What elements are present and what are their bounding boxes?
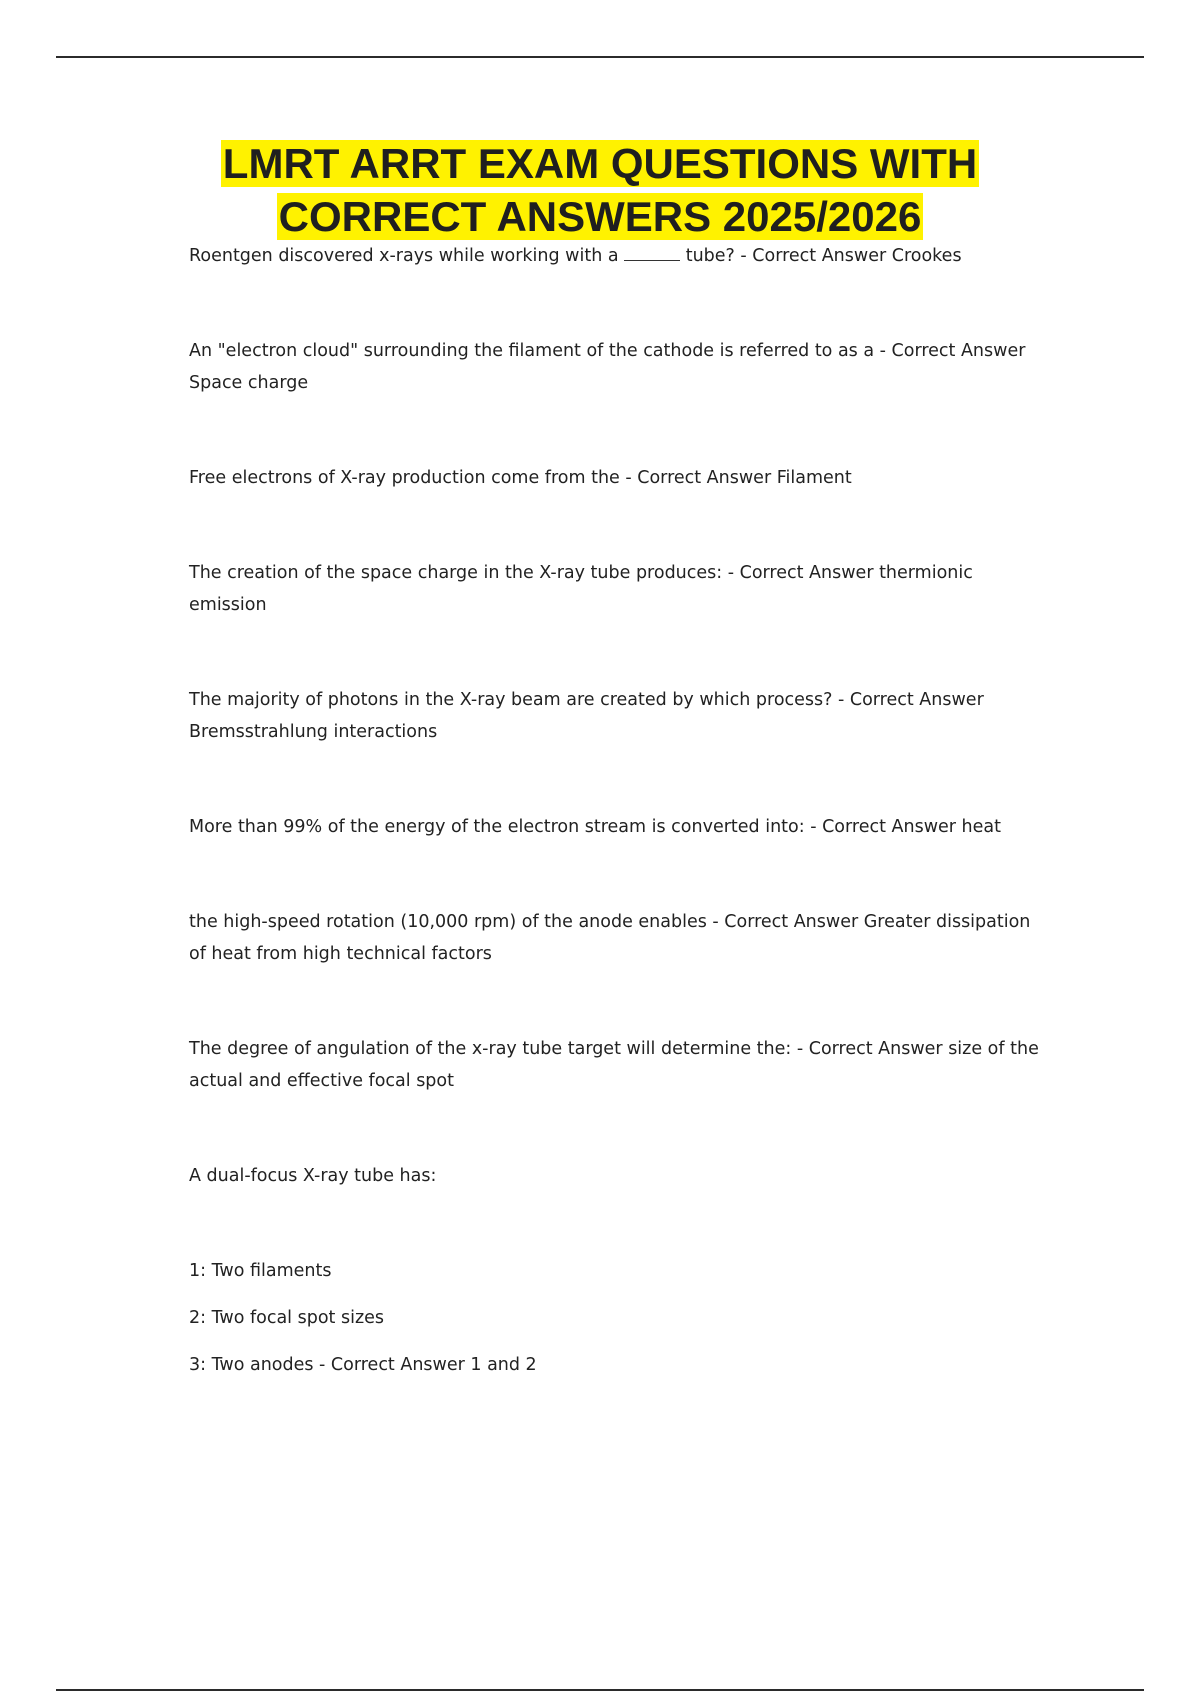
qa-item-8: The degree of angulation of the x-ray tube target will determine the: - Correct Answer size of the actual and effective focal spot	[189, 1039, 1039, 1091]
document-title	[0, 137, 1200, 243]
title-line-2: CORRECT ANSWERS 2025/2026	[278, 193, 922, 240]
qa-item-4: The creation of the space charge in the X-ray tube produces: - Correct Answer thermionic emission	[189, 563, 973, 615]
header-rule	[56, 56, 1144, 58]
option-1: 1: Two filaments	[189, 1261, 332, 1281]
footer-rule	[56, 1689, 1144, 1691]
qa-item-3: Free electrons of X-ray production come from the - Correct Answer Filament	[189, 468, 852, 488]
option-3: 3: Two anodes - Correct Answer 1 and 2	[189, 1355, 537, 1375]
title-line-1: LMRT ARRT EXAM QUESTIONS WITH	[222, 140, 978, 187]
option-2: 2: Two focal spot sizes	[189, 1308, 385, 1328]
fill-in-blank	[624, 246, 680, 261]
qa-item-5: The majority of photons in the X-ray beam are created by which process? - Correct Answer Bremsstrahlung interactions	[189, 690, 984, 742]
qa-item-1-text-after: tube? - Correct Answer Crookes	[680, 246, 962, 266]
qa-item-1-text-before: Roentgen discovered x-rays while working with a	[189, 246, 625, 266]
qa-item-2: An "electron cloud" surrounding the filament of the cathode is referred to as a - Correct Answer Space charge	[189, 341, 1026, 393]
qa-item-7: the high-speed rotation (10,000 rpm) of the anode enables - Correct Answer Greater dissipation of heat from high technical factors	[189, 912, 1031, 964]
qa-item-1	[189, 240, 1049, 272]
qa-item-9: A dual-focus X-ray tube has:	[189, 1166, 437, 1186]
qa-item-6: More than 99% of the energy of the electron stream is converted into: - Correct Answer heat	[189, 817, 1001, 837]
document-body	[189, 240, 1049, 1381]
